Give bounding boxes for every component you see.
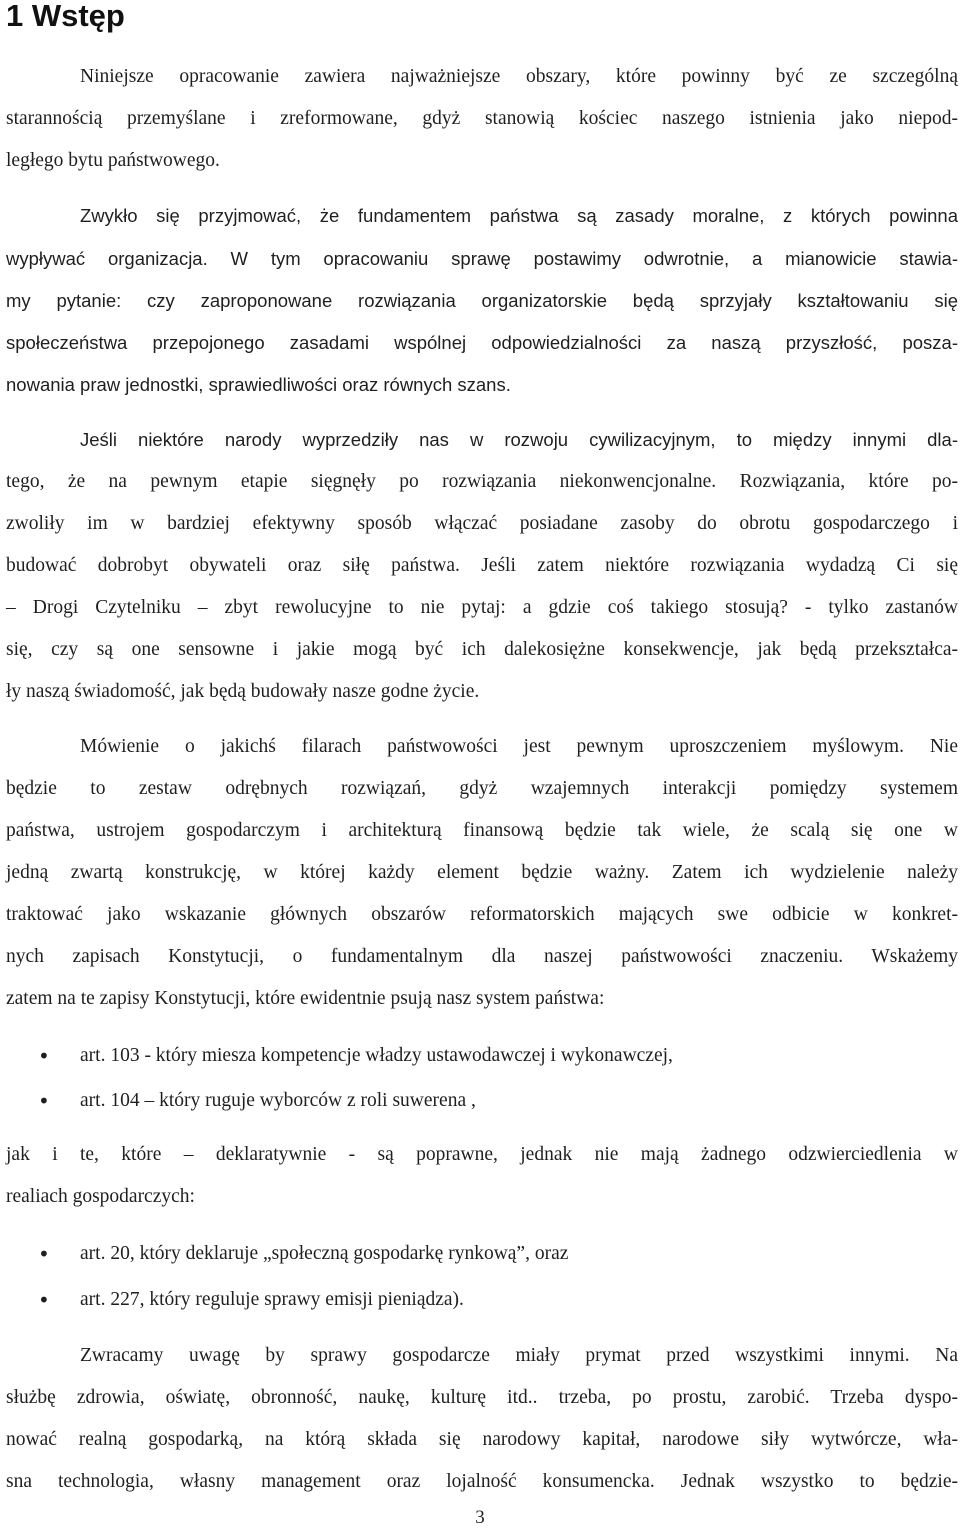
paragraph-line: ległego bytu państwowego. — [6, 150, 220, 171]
paragraph-line: zwoliły im w bardziej efektywny sposób włączać posiadane zasoby do obrotu gospodarczego i — [6, 513, 958, 534]
paragraph-line: Mówienie o jakichś filarach państwowości jest pewnym uproszczeniem myślowym. Nie — [80, 736, 958, 757]
paragraph-line: zatem na te zapisy Konstytucji, które ewidentnie psują nasz system państwa: — [6, 988, 605, 1009]
paragraph-line: Zwykło się przyjmować, że fundamentem państwa są zasady moralne, z których powinna — [80, 205, 958, 226]
paragraph-line: państwa, ustrojem gospodarczym i architekturą finansową będzie tak wiele, że scalą się one w — [6, 820, 958, 841]
paragraph-line: Zwracamy uwagę by sprawy gospodarcze miały prymat przed wszystkimi innymi. Na — [80, 1345, 958, 1366]
paragraph-line: ły naszą świadomość, jak będą budowały nasze godne życie. — [6, 681, 480, 702]
list-item: art. 227, który reguluje sprawy emisji pieniądza). — [80, 1289, 464, 1310]
paragraph-line: starannością przemyślane i zreformowane, gdyż stanowią kościec naszego istnienia jako niepod- — [6, 108, 958, 129]
paragraph-line: się, czy są one sensowne i jakie mogą być ich dalekosiężne konsekwencje, jak będą przekształca- — [6, 639, 958, 660]
paragraph-line: służbę zdrowia, oświatę, obronność, naukę, kulturę itd.. trzeba, po prostu, zarobić. Trzeba dyspo- — [6, 1387, 958, 1408]
section-heading: 1 Wstęp — [6, 0, 125, 33]
list-bullet: • — [38, 1044, 50, 1068]
paragraph-line: tego, że na pewnym etapie sięgnęły po rozwiązania niekonwencjonalne. Rozwiązania, które po- — [6, 471, 958, 492]
paragraph-line: jak i te, które – deklaratywnie - są poprawne, jednak nie mają żadnego odzwierciedlenia w — [6, 1144, 958, 1165]
list-bullet: • — [38, 1288, 50, 1312]
list-bullet: • — [38, 1089, 50, 1113]
paragraph-line: będzie to zestaw odrębnych rozwiązań, gdyż wzajemnych interakcji pomiędzy systemem — [6, 778, 958, 799]
paragraph-line: my pytanie: czy zaproponowane rozwiązania organizatorskie będą sprzyjały kształtowaniu się — [6, 290, 958, 311]
paragraph-line: wypływać organizacja. W tym opracowaniu sprawę postawimy odwrotnie, a mianowicie stawia- — [6, 248, 958, 269]
paragraph-line: nych zapisach Konstytucji, o fundamentalnym dla naszej państwowości znaczeniu. Wskażemy — [6, 946, 958, 967]
paragraph-line: sna technologia, własny management oraz lojalność konsumencka. Jednak wszystko to będzie- — [6, 1471, 958, 1492]
page-number: 3 — [475, 1507, 485, 1528]
paragraph-line: realiach gospodarczych: — [6, 1186, 195, 1207]
paragraph-line: nowania praw jednostki, sprawiedliwości oraz równych szans. — [6, 374, 511, 395]
list-bullet: • — [38, 1242, 50, 1266]
paragraph-line: Jeśli niektóre narody wyprzedziły nas w rozwoju cywilizacyjnym, to między innymi dla- — [80, 429, 958, 450]
paragraph-line: jedną zwartą konstrukcję, w której każdy element będzie ważny. Zatem ich wydzielenie należy — [6, 862, 958, 883]
paragraph-line: traktować jako wskazanie głównych obszarów reformatorskich mających swe odbicie w konkret- — [6, 904, 958, 925]
list-item: art. 20, który deklaruje „społeczną gospodarkę rynkową”, oraz — [80, 1243, 569, 1264]
paragraph-line: Niniejsze opracowanie zawiera najważniejsze obszary, które powinny być ze szczególną — [80, 66, 958, 87]
paragraph-line: społeczeństwa przepojonego zasadami wspólnej odpowiedzialności za naszą przyszłość, posza- — [6, 332, 958, 353]
list-item: art. 104 – który ruguje wyborców z roli suwerena , — [80, 1090, 476, 1111]
paragraph-line: nować realną gospodarką, na którą składa się narodowy kapitał, narodowe siły wytwórcze, wła- — [6, 1429, 958, 1450]
paragraph-line: budować dobrobyt obywateli oraz siłę państwa. Jeśli zatem niektóre rozwiązania wydadzą Ci się — [6, 555, 958, 576]
list-item: art. 103 - który miesza kompetencje władzy ustawodawczej i wykonawczej, — [80, 1045, 673, 1066]
paragraph-line: – Drogi Czytelniku – zbyt rewolucyjne to nie pytaj: a gdzie coś takiego stosują? - tylko zastanów — [6, 597, 958, 618]
